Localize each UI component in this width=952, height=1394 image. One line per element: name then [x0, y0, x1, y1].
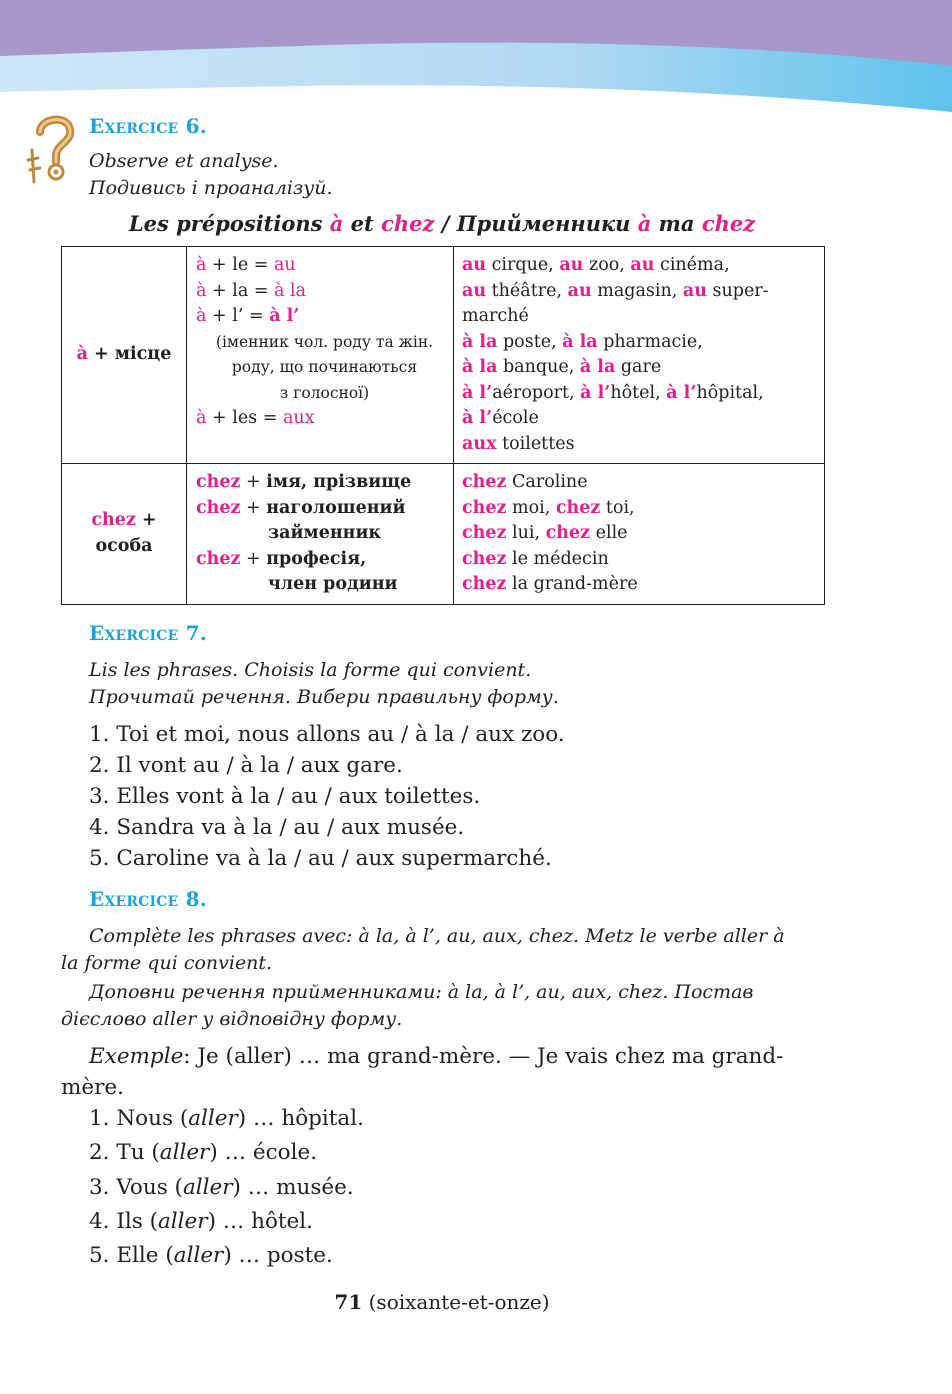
title-text: et: [343, 211, 382, 236]
ex-prep: à la: [462, 357, 498, 377]
title-text: Les prépositions: [128, 211, 330, 236]
ex-text: cirque,: [486, 255, 560, 275]
list-item: [89, 1205, 364, 1239]
exercise-8-list: [89, 1102, 364, 1273]
exercise-6-title: Exercice 6.: [89, 114, 207, 138]
label-prep: à: [76, 344, 88, 365]
label-text: особа: [95, 535, 153, 556]
exercise-8-example: [61, 1041, 825, 1103]
instr-line: la forme qui convient.: [61, 952, 273, 974]
ex-prep: au: [567, 280, 592, 301]
rule-line: [196, 496, 453, 522]
rule-mid: + la =: [206, 280, 275, 301]
example-label: Exemple: [89, 1044, 184, 1069]
item-text: 4. Ils (: [89, 1208, 158, 1234]
ex-prep: à l’: [666, 382, 697, 403]
list-item: 1. Toi et moi, nous allons au / à la / aux zoo.: [89, 722, 565, 747]
item-verb: aller: [182, 1174, 233, 1200]
rule-prep: chez: [196, 497, 241, 518]
ex-text: hôtel,: [610, 382, 667, 403]
ex-text: cinéma,: [654, 255, 730, 275]
item-verb: aller: [157, 1208, 208, 1234]
ex-prep: au: [682, 280, 707, 301]
ex-text: le médecin: [506, 548, 609, 569]
example-line: [462, 432, 824, 458]
list-item: 4. Sandra va à la / au / aux musée.: [89, 815, 465, 840]
label-prep: chez: [91, 510, 136, 531]
example-line: [462, 304, 824, 330]
rule-result: à l’: [269, 306, 300, 326]
rule-text: займенник: [268, 523, 382, 543]
exercise-7-instruction-fr: Lis les phrases. Choisis la forme qui convient.: [89, 659, 532, 681]
ex-prep: aux: [462, 433, 497, 454]
example-line: [462, 253, 824, 279]
header-banner: [0, 0, 952, 120]
rule-line: [196, 572, 453, 598]
item-text: ) … hôtel.: [207, 1208, 313, 1234]
row-label-a-place: [62, 247, 187, 464]
rule-prep: à: [196, 408, 207, 428]
item-text: ) … école.: [209, 1140, 318, 1166]
rule-note: роду, що починаються: [231, 358, 418, 376]
title-prep-chez: chez: [381, 211, 435, 236]
rule-plus: +: [240, 497, 267, 518]
rule-line: [196, 304, 453, 330]
page-number-digits: 71: [334, 1290, 363, 1314]
ex-text: aéroport,: [492, 382, 581, 403]
ex-text: toilettes: [496, 433, 575, 454]
ex-prep: au: [462, 255, 487, 275]
item-text: 2. Tu (: [89, 1140, 160, 1166]
ex-text: toi,: [600, 497, 635, 518]
rule-prep: chez: [196, 472, 241, 492]
ex-prep: au: [559, 255, 584, 275]
exercise-7-list: [89, 719, 565, 874]
rule-note: (іменник чол. роду та жін.: [215, 332, 434, 351]
rule-line: [196, 470, 453, 496]
list-item: 3. Elles vont à la / au / aux toilettes.: [89, 784, 481, 809]
exercise-7-instruction-uk: Прочитай речення. Вибери правильну форму.: [89, 686, 559, 708]
rule-note: з голосної): [279, 383, 370, 402]
ex-prep: à l’: [462, 408, 493, 428]
item-text: ) … hôpital.: [237, 1106, 364, 1131]
rule-prep: chez: [196, 548, 241, 569]
title-prep-a: à: [637, 211, 652, 236]
item-verb: aller: [188, 1106, 238, 1131]
label-text: +: [135, 510, 157, 531]
ex-text: Caroline: [506, 472, 588, 492]
title-text: / Прийменники: [434, 211, 638, 236]
ex-text: elle: [590, 523, 628, 543]
rule-mid: + le =: [206, 255, 274, 275]
rule-plus: +: [240, 472, 267, 492]
rule-plus: +: [240, 548, 267, 569]
item-text: 1. Nous (: [89, 1106, 189, 1131]
rule-text: член родини: [268, 574, 398, 594]
exercise-6-instruction-uk: Подивись і проаналізуй.: [89, 177, 333, 199]
instr-line: дієслово aller у відповідну форму.: [61, 1008, 403, 1030]
example-line: [462, 381, 824, 407]
ex-prep: chez: [545, 523, 591, 543]
item-text: ) … musée.: [232, 1174, 354, 1200]
rule-line: [196, 279, 453, 305]
ex-text: magasin,: [591, 280, 683, 301]
instr-line: Complète les phrases avec: à la, à l’, au, aux, chez. Metz le verbe aller à: [89, 925, 785, 947]
ex-text: banque,: [497, 357, 580, 377]
ex-text: zoo,: [583, 255, 631, 275]
list-item: 2. Il vont au / à la / aux gare.: [89, 753, 403, 778]
ex-prep: chez: [462, 497, 507, 518]
title-prep-chez: chez: [701, 211, 756, 236]
row-examples-chez: [454, 464, 825, 605]
example-line: [462, 572, 824, 598]
table-row-chez-person: [62, 464, 825, 605]
title-prep-a: à: [329, 211, 344, 236]
rule-text: професія,: [266, 548, 367, 569]
exercise-6-instruction-fr: Observe et analyse.: [89, 150, 279, 172]
grammar-table: [61, 246, 825, 605]
rule-line: [196, 521, 453, 547]
row-examples-a: [454, 247, 825, 464]
example-line: [462, 496, 824, 522]
ex-text: super-: [706, 280, 769, 301]
ex-text: moi,: [506, 497, 556, 518]
rule-prep: à: [196, 306, 207, 326]
ex-prep: au: [462, 280, 487, 301]
ex-text: la grand-mère: [506, 574, 638, 594]
ex-prep: à la: [462, 331, 498, 352]
rule-line: [196, 253, 453, 279]
example-line: [462, 330, 824, 356]
list-item: [89, 1171, 364, 1205]
item-verb: aller: [173, 1243, 224, 1269]
rule-text: імя, прізвище: [266, 472, 412, 492]
ex-text: gare: [615, 357, 662, 377]
ex-prep: chez: [462, 574, 507, 594]
rule-line: [196, 547, 453, 573]
ex-text: pharmacie,: [597, 331, 703, 352]
example-line: [462, 406, 824, 432]
table-row-a-place: [62, 247, 825, 464]
exercise-8-title: Exercice 8.: [89, 887, 207, 911]
ex-text: hôpital,: [696, 382, 764, 403]
item-text: ) … poste.: [223, 1243, 333, 1269]
ex-prep: au: [630, 255, 655, 275]
ex-prep: à la: [579, 357, 616, 377]
page-number: [0, 1290, 884, 1314]
rule-mid: + les =: [206, 408, 283, 428]
list-item: [89, 1239, 364, 1273]
rule-line: [196, 406, 453, 432]
ex-prep: à l’: [462, 382, 493, 403]
ex-prep: chez: [462, 548, 507, 569]
exercise-8-instruction-fr: [61, 923, 825, 977]
example-line: [462, 470, 824, 496]
ex-prep: chez: [555, 497, 601, 518]
ex-text: école: [492, 408, 539, 428]
ex-prep: à l’: [580, 382, 611, 403]
ex-text: lui,: [506, 523, 546, 543]
example-text: mère.: [61, 1075, 124, 1100]
exercise-7-title: Exercice 7.: [89, 621, 207, 645]
ex-prep: chez: [462, 523, 507, 543]
ex-text: poste,: [497, 331, 563, 352]
rule-prep: à: [196, 280, 207, 301]
item-text: 5. Elle (: [89, 1243, 174, 1269]
example-line: [462, 521, 824, 547]
row-rules-a: [187, 247, 454, 464]
ex-prep: chez: [462, 472, 507, 492]
instr-line: Доповни речення прийменниками: à la, à l’, au, aux, chez. Постав: [89, 981, 754, 1003]
example-line: [462, 547, 824, 573]
exercise-8-instruction-uk: [61, 979, 825, 1033]
item-verb: aller: [159, 1140, 210, 1166]
label-text: + місце: [87, 344, 172, 365]
ex-text: marché: [462, 306, 529, 326]
example-line: [462, 355, 824, 381]
rule-text: наголошений: [266, 497, 406, 518]
example-line: [462, 279, 824, 305]
list-item: [89, 1102, 364, 1136]
item-text: 3. Vous (: [89, 1174, 183, 1200]
row-rules-chez: [187, 464, 454, 605]
rule-result: au: [273, 255, 296, 275]
list-item: [89, 1136, 364, 1170]
question-mark-gear-icon: [22, 110, 82, 188]
ex-text: théâtre,: [486, 280, 568, 301]
rule-result: aux: [282, 408, 315, 428]
list-item: 5. Caroline va à la / au / aux supermarché.: [89, 846, 552, 871]
page-number-words: (soixante-et-onze): [362, 1290, 550, 1314]
grammar-table-title: [0, 211, 884, 236]
rule-result: à la: [274, 280, 307, 301]
rule-prep: à: [196, 255, 207, 275]
title-text: та: [651, 211, 702, 236]
row-label-chez-person: [62, 464, 187, 605]
ex-prep: à la: [562, 331, 598, 352]
rule-mid: + l’ =: [206, 306, 270, 326]
example-text: : Je (aller) … ma grand-mère. — Je vais chez ma grand-: [183, 1044, 784, 1069]
